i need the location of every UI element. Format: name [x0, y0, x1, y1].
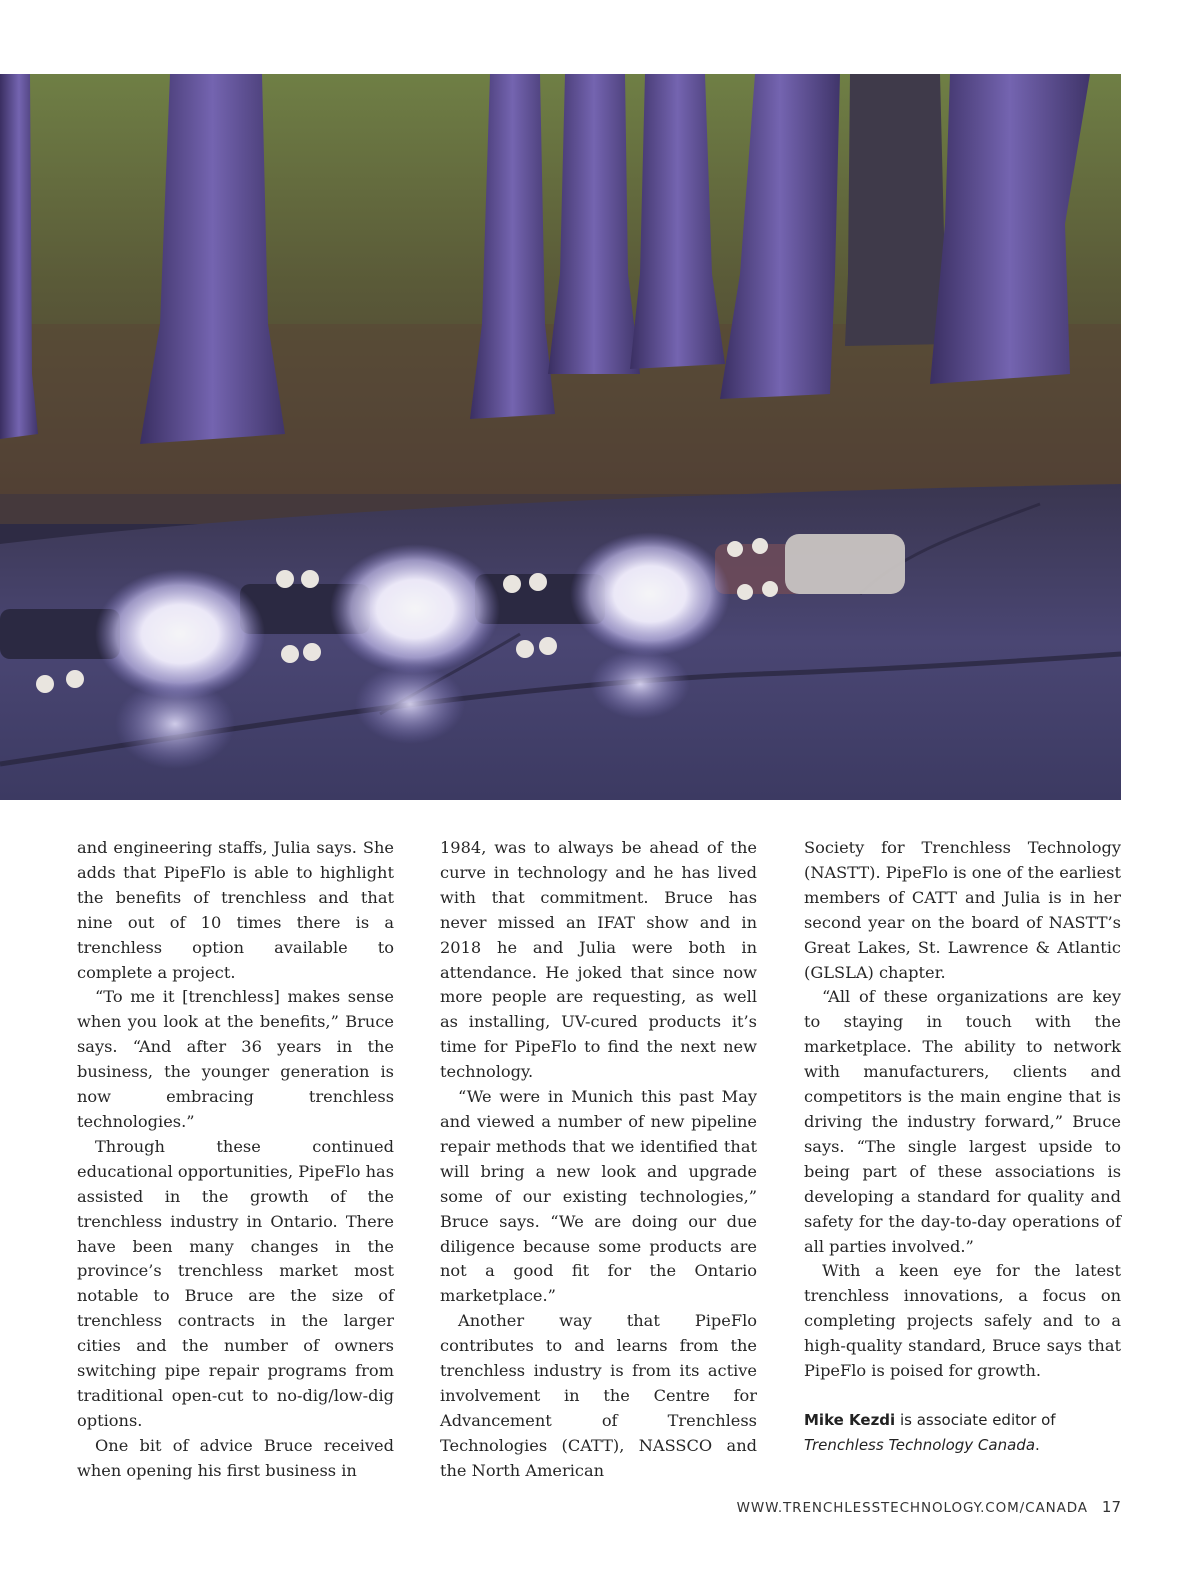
paragraph: “We were in Munich this past May and viewed a number of new pipeline repair methods that we identified that will bring a new look and upgrade some of our existing technologies,” Bruce says. “We are doing our due diligence because some products are not a good fit for the Ontario marketplace.”	[440, 1087, 757, 1306]
paragraph: With a keen eye for the latest trenchless innovations, a focus on completing projects safely and to a high-quality standard, Bruce says that PipeFlo is poised for growth.	[804, 1261, 1121, 1381]
paragraph: “All of these organizations are key to staying in touch with the marketplace. The ability to network with manufacturers, clients and competitors is the main engine that is driving the industry forward,” Bruce says. “The single largest upside to being part of these associations is developing a standard for quality and safety for the day-to-day operations of all parties involved.”	[804, 987, 1121, 1256]
author-name: Mike Kezdi	[804, 1410, 896, 1429]
paragraph: One bit of advice Bruce received when opening his first business in	[77, 1435, 394, 1480]
author-role: is associate editor of	[895, 1410, 1056, 1429]
paragraph: “To me it [trenchless] makes sense when you look at the benefits,” Bruce says. “And after 36 years in the business, the younger generation is now embracing trenchless technologies.”	[77, 987, 394, 1131]
paragraph: Another way that PipeFlo contributes to and learns from the trenchless industry is from its active involvement in the Centre for Advancement of Trenchless Technologies (CATT), NASSCO and the North American	[440, 1311, 757, 1480]
article-photo	[0, 74, 1121, 800]
page-number: 17	[1101, 1498, 1121, 1516]
publication-name: Trenchless Technology Canada	[804, 1435, 1036, 1454]
column-2	[440, 836, 757, 1484]
bio-end-punct: .	[1035, 1435, 1040, 1454]
paragraph: and engineering staffs, Julia says. She adds that PipeFlo is able to highlight the benefits of trenchless and that nine out of 10 times there is a trenchless option available to complete a project.	[77, 838, 394, 982]
paragraph: Through these continued educational opportunities, PipeFlo has assisted in the growth of the trenchless industry in Ontario. There have been many changes in the province’s trenchless market most notable to Bruce are the size of trenchless contracts in the larger cities and the number of owners switching pipe repair programs from traditional open-cut to no-dig/low-dig options.	[77, 1136, 394, 1430]
column-1	[77, 836, 394, 1484]
paragraph: Society for Trenchless Technology (NASTT). PipeFlo is one of the earliest members of CATT and Julia is in her second year on the board of NASTT’s Great Lakes, St. Lawrence & Atlantic (GLSLA) chapter.	[804, 838, 1121, 982]
pipe-inspection-robot-photo	[0, 74, 1121, 800]
paragraph: 1984, was to always be ahead of the curve in technology and he has lived with that commitment. Bruce has never missed an IFAT show and in 2018 he and Julia were both in attendance. He joked that since now more people are requesting, as well as installing, UV-cured products it’s time for PipeFlo to find the next new technology.	[440, 838, 757, 1082]
footer-url[interactable]: WWW.TRENCHLESSTECHNOLOGY.COM/CANADA	[736, 1500, 1088, 1516]
column-3	[804, 836, 1121, 1458]
page-footer	[737, 1498, 1121, 1516]
author-bio	[804, 1408, 1121, 1458]
